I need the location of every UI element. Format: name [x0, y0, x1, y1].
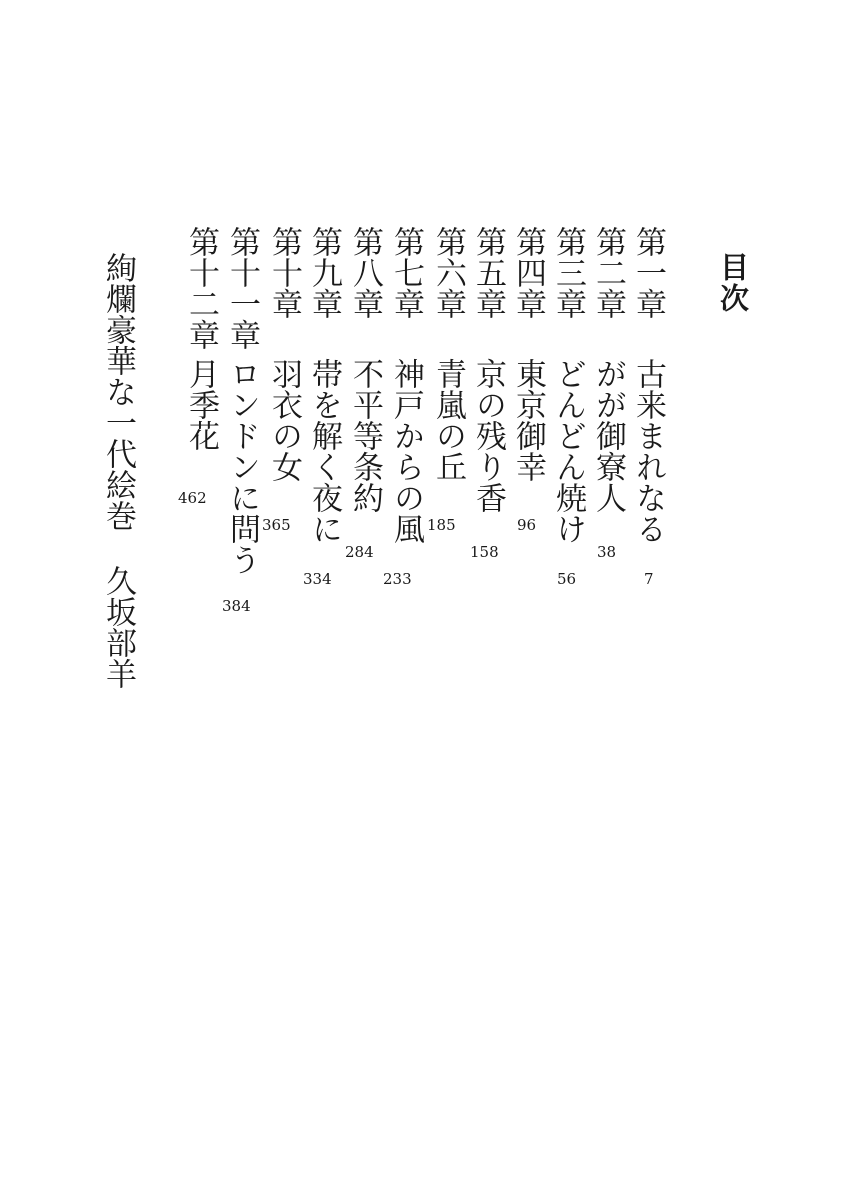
- chapter-number: 第五章: [470, 226, 506, 319]
- afterword-title: 絢爛豪華な一代絵巻: [100, 252, 136, 531]
- chapter-title: ロンドンに問う: [224, 358, 260, 575]
- page-number: 38: [597, 543, 617, 561]
- chapter-title: 青嵐の丘: [430, 358, 466, 482]
- chapter-number: 第九章: [306, 226, 342, 319]
- afterword-author: 久坂部羊: [100, 565, 136, 689]
- page-number: 233: [383, 570, 412, 588]
- page-number: 185: [427, 516, 456, 534]
- chapter-title: 帯を解く夜に: [306, 358, 342, 544]
- chapter-title: がが御寮人: [590, 358, 626, 513]
- afterword-entry[interactable]: [100, 252, 136, 689]
- chapter-number: 第三章: [550, 226, 586, 319]
- chapter-title: 古来まれなる: [630, 358, 666, 544]
- chapter-title: 東京御幸: [510, 358, 546, 482]
- page-number: 334: [303, 570, 332, 588]
- chapter-title: 神戸からの風: [388, 358, 424, 544]
- page-number: 284: [345, 543, 374, 561]
- chapter-title: 不平等条約: [347, 358, 383, 513]
- page-number: 7: [644, 570, 654, 588]
- chapter-number: 第十章: [266, 226, 302, 319]
- toc-title: 目次: [716, 252, 750, 314]
- chapter-number: 第七章: [388, 226, 424, 319]
- page-number: 365: [262, 516, 291, 534]
- page-number: 96: [517, 516, 537, 534]
- page-number: 384: [222, 597, 251, 615]
- chapter-number: 第十一章: [224, 226, 260, 350]
- chapter-title: 羽衣の女: [266, 358, 302, 482]
- chapter-number: 第四章: [510, 226, 546, 319]
- page-number: 462: [178, 489, 207, 507]
- chapter-title: どんどん焼け: [550, 358, 586, 544]
- page-number: 158: [470, 543, 499, 561]
- chapter-number: 第一章: [630, 226, 666, 319]
- chapter-number: 第十二章: [183, 226, 219, 350]
- chapter-number: 第六章: [430, 226, 466, 319]
- chapter-number: 第二章: [590, 226, 626, 319]
- chapter-title: 月季花: [183, 358, 219, 451]
- page-number: 56: [557, 570, 577, 588]
- chapter-number: 第八章: [347, 226, 383, 319]
- chapter-title: 京の残り香: [470, 358, 506, 513]
